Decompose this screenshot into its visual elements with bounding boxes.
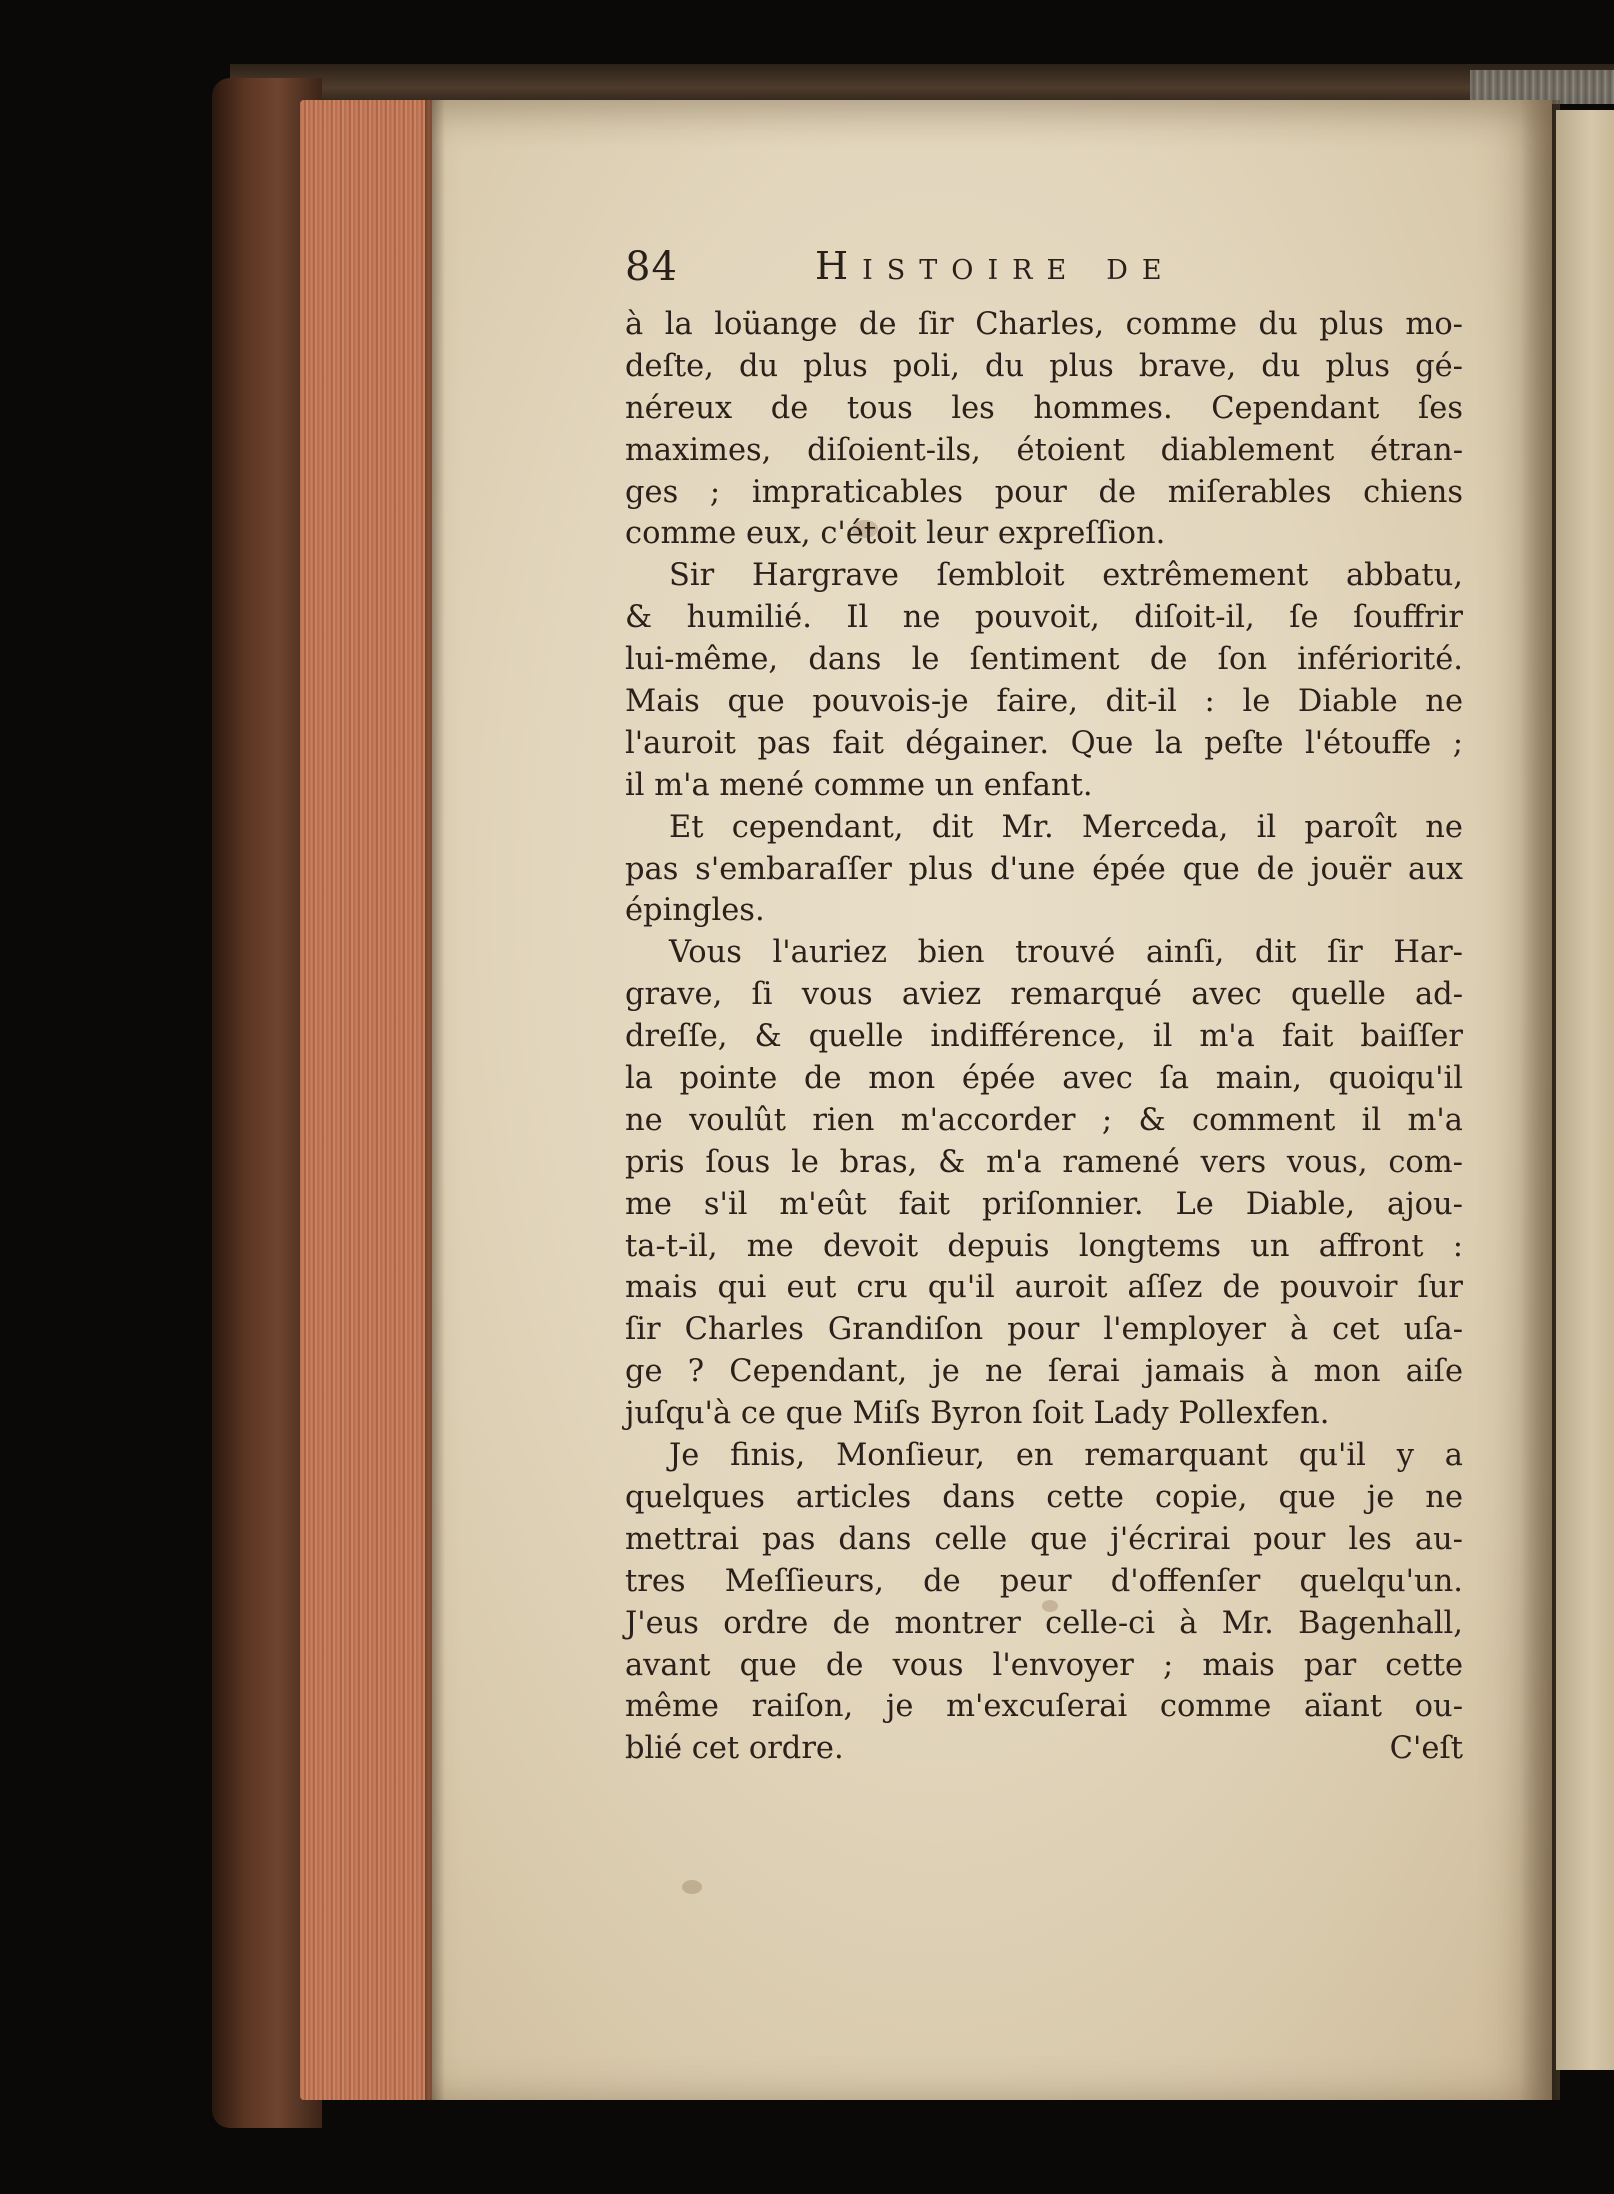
text-line-content: mais qui eut cru qu'il auroit aſſez de pouvoir ſur bbox=[625, 1270, 1463, 1306]
page-number: 84 bbox=[625, 244, 678, 290]
page-edges bbox=[300, 100, 435, 2100]
text-line-content: Vous l'auriez bien trouvé ainſi, dit ſir Har- bbox=[669, 935, 1463, 971]
text-line bbox=[625, 430, 1463, 472]
text-line bbox=[625, 388, 1463, 430]
text-line bbox=[625, 807, 1463, 849]
text-line-content: grave, ſi vous aviez remarqué avec quelle ad- bbox=[625, 977, 1463, 1013]
text-line bbox=[625, 1142, 1463, 1184]
text-line bbox=[625, 1686, 1463, 1728]
text-line-content: même raiſon, je m'excuſerai comme aïant ou- bbox=[625, 1689, 1463, 1725]
text-line-content: dreſſe, & quelle indifférence, il m'a fait baiſſer bbox=[625, 1019, 1463, 1055]
text-line bbox=[625, 890, 1463, 932]
running-title: Histoire de bbox=[815, 244, 1176, 288]
page-edge-shadow bbox=[425, 100, 445, 2100]
text-line bbox=[625, 472, 1463, 514]
text-line bbox=[625, 1519, 1463, 1561]
text-line bbox=[625, 597, 1463, 639]
text-line bbox=[625, 304, 1463, 346]
binding-strip bbox=[1470, 70, 1614, 104]
text-line-content: ta-t-il, me devoit depuis longtems un affront : bbox=[625, 1228, 1463, 1264]
text-line-content: Et cependant, dit Mr. Merceda, il paroît ne bbox=[669, 809, 1463, 845]
text-line bbox=[625, 1728, 1463, 1770]
text-line bbox=[625, 849, 1463, 891]
page-header bbox=[625, 240, 1485, 300]
text-line bbox=[625, 346, 1463, 388]
text-line-content: ſir Charles Grandiſon pour l'employer à cet uſa- bbox=[625, 1312, 1463, 1348]
text-line bbox=[625, 974, 1463, 1016]
text-line bbox=[625, 932, 1463, 974]
text-line-content: me s'il m'eût fait priſonnier. Le Diable, ajou- bbox=[625, 1186, 1463, 1222]
text-line bbox=[625, 1561, 1463, 1603]
text-line bbox=[625, 1267, 1463, 1309]
text-line bbox=[625, 1435, 1463, 1477]
text-line-content: avant que de vous l'envoyer ; mais par cette bbox=[625, 1647, 1463, 1683]
text-line-content: tres Meſſieurs, de peur d'offenſer quelqu'un. bbox=[625, 1563, 1463, 1599]
text-line-content: Mais que pouvois-je faire, dit-il : le Diable ne bbox=[625, 684, 1463, 720]
text-line-content: épingles. bbox=[625, 893, 765, 929]
text-line-content: pris ſous le bras, & m'a ramené vers vous, com- bbox=[625, 1144, 1463, 1180]
text-line bbox=[625, 1184, 1463, 1226]
catchword: C'eſt bbox=[1389, 1731, 1463, 1767]
text-line bbox=[625, 1477, 1463, 1519]
facing-page-sliver bbox=[1556, 110, 1614, 2070]
text-line-content: il m'a mené comme un enfant. bbox=[625, 767, 1093, 803]
text-line bbox=[625, 1603, 1463, 1645]
text-line bbox=[625, 555, 1463, 597]
text-line bbox=[625, 1016, 1463, 1058]
text-line bbox=[625, 1351, 1463, 1393]
text-line-content: l'auroit pas fait dégainer. Que la peſte l'étouffe ; bbox=[625, 725, 1463, 761]
page-gutter bbox=[1520, 100, 1560, 2100]
text-line-content: pas s'embaraſſer plus d'une épée que de jouër aux bbox=[625, 851, 1463, 887]
text-line bbox=[625, 765, 1463, 807]
book-cover-top bbox=[230, 64, 1614, 104]
text-line-content: juſqu'à ce que Miſs Byron ſoit Lady Pollexfen. bbox=[625, 1396, 1330, 1432]
text-line-content: comme eux, c'étoit leur expreſſion. bbox=[625, 516, 1166, 552]
text-line bbox=[625, 513, 1463, 555]
text-line bbox=[625, 1100, 1463, 1142]
text-line bbox=[625, 1309, 1463, 1351]
text-line-content: ne voulût rien m'accorder ; & comment il m'a bbox=[625, 1102, 1463, 1138]
text-line-content: ge ? Cependant, je ne ſerai jamais à mon aiſe bbox=[625, 1354, 1463, 1390]
text-line-content: & humilié. Il ne pouvoit, diſoit-il, ſe ſouffrir bbox=[625, 600, 1463, 636]
text-line-content: néreux de tous les hommes. Cependant ſes bbox=[625, 390, 1463, 426]
paper-stain bbox=[682, 1880, 702, 1894]
body-text bbox=[625, 304, 1463, 1770]
text-line-content: ges ; impraticables pour de miſerables chiens bbox=[625, 474, 1463, 510]
text-line-content: lui-même, dans le ſentiment de ſon infériorité. bbox=[625, 642, 1463, 678]
text-line bbox=[625, 1058, 1463, 1100]
text-line-content: quelques articles dans cette copie, que je ne bbox=[625, 1479, 1463, 1515]
text-line-content: mettrai pas dans celle que j'écrirai pour les au- bbox=[625, 1521, 1463, 1557]
text-line-content: la pointe de mon épée avec ſa main, quoiqu'il bbox=[625, 1061, 1463, 1097]
text-line-content: deſte, du plus poli, du plus brave, du plus gé- bbox=[625, 348, 1463, 384]
text-line bbox=[625, 1393, 1463, 1435]
text-line bbox=[625, 1226, 1463, 1268]
text-line-content: Je finis, Monſieur, en remarquant qu'il y a bbox=[669, 1438, 1463, 1474]
text-line bbox=[625, 681, 1463, 723]
text-line bbox=[625, 723, 1463, 765]
text-line bbox=[625, 639, 1463, 681]
text-line bbox=[625, 1645, 1463, 1687]
text-line-content: à la loüange de ſir Charles, comme du plus mo- bbox=[625, 307, 1463, 342]
text-line-content: Sir Hargrave ſembloit extrêmement abbatu, bbox=[669, 558, 1463, 594]
text-line-content: J'eus ordre de montrer celle-ci à Mr. Bagenhall, bbox=[625, 1605, 1463, 1641]
text-line-content: maximes, diſoient-ils, étoient diablement étran- bbox=[625, 432, 1463, 468]
text-line-content: blié cet ordre. bbox=[625, 1731, 844, 1767]
